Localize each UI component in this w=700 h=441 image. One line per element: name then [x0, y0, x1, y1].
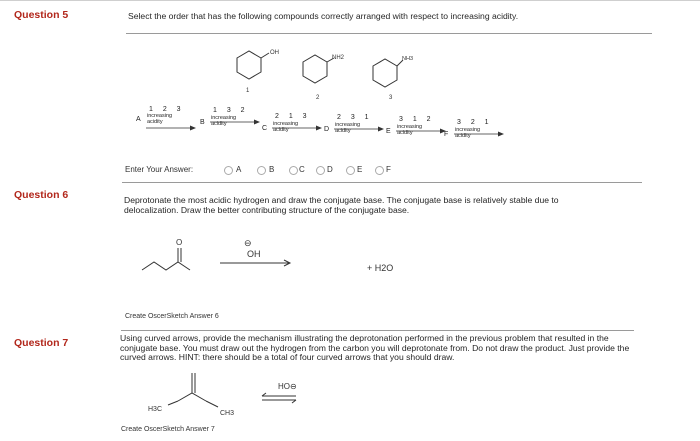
q7-ch3-group: CH3: [220, 410, 235, 417]
hydroxide-reagent: OH: [247, 249, 261, 259]
option-e-arrow: [396, 128, 446, 134]
compound-3-number: 3: [389, 95, 393, 101]
option-a-arrow-label: increasing acidity: [147, 113, 173, 125]
option-c-letter: C: [262, 125, 268, 132]
option-d-order: 2 3 1: [337, 114, 373, 121]
option-b: [200, 107, 260, 137]
option-c: [262, 113, 322, 143]
compound-3-substituent: NH3: [402, 56, 414, 62]
sketch-answer-7-link[interactable]: Create OscerSketch Answer 7: [121, 426, 215, 433]
option-b-arrow-label: increasing acidity: [211, 115, 237, 127]
question-7-rule: [121, 330, 634, 331]
option-a-arrow: [146, 125, 196, 131]
radio-b[interactable]: [257, 166, 266, 175]
option-d-letter: D: [324, 126, 330, 133]
question-5-compounds: [215, 42, 415, 104]
q7-hydroxide-reagent: HO⊖: [278, 382, 297, 391]
question-7-prompt: Using curved arrows, provide the mechanism illustrating the deprotonation performed in the previous problem that resulted in the conjugate base. You must draw out the hydrogen from the carbon you will deprotonate from. Do not draw the product. Just provide the curved arrows. HINT: there should be a total of four curved arrows that you should draw.: [120, 333, 630, 363]
option-c-order: 2 1 3: [275, 113, 311, 120]
option-b-arrow: [210, 119, 260, 125]
question-6-label: Question 6: [14, 189, 69, 201]
option-e-arrow-label: increasing acidity: [397, 124, 423, 136]
radio-e-label: E: [357, 165, 363, 174]
water-product: + H2O: [367, 263, 394, 273]
radio-d-label: D: [327, 165, 333, 174]
question-5-rule: [126, 33, 652, 34]
option-f: [444, 119, 504, 149]
option-a-letter: A: [136, 116, 141, 123]
question-6-rule: [122, 182, 642, 183]
radio-c[interactable]: [289, 166, 298, 175]
compound-1-number: 1: [246, 88, 250, 94]
question-6-prompt: Deprotonate the most acidic hydrogen and draw the conjugate base. The conjugate base is relatively stable due to delocalization. Draw the better contributing structure of the conjugate base.: [124, 195, 559, 215]
compound-2-number: 2: [316, 95, 320, 101]
ketone-structure: [142, 238, 190, 270]
sketch-answer-6-link[interactable]: Create OscerSketch Answer 6: [125, 313, 219, 320]
hydroxide-charge: ⊖: [244, 238, 252, 248]
radio-b-label: B: [269, 165, 275, 174]
option-a: [136, 106, 196, 136]
option-f-letter: F: [444, 131, 449, 138]
option-b-order: 1 3 2: [213, 107, 249, 114]
option-f-order: 3 2 1: [457, 119, 493, 126]
option-b-letter: B: [200, 119, 205, 126]
question-5-label: Question 5: [14, 9, 69, 21]
radio-f[interactable]: [375, 166, 384, 175]
radio-c-label: C: [299, 165, 305, 174]
compound-1-phenol: [237, 50, 279, 94]
ketone-structure-q7: [168, 373, 218, 407]
question-7-reaction: [140, 363, 370, 423]
option-f-arrow-label: increasing acidity: [455, 127, 481, 139]
question-6-reaction: [140, 232, 420, 282]
compound-1-substituent: OH: [270, 50, 279, 56]
carbonyl-oxygen: O: [176, 238, 183, 247]
compound-3-anilinium: [373, 56, 413, 101]
radio-e[interactable]: [346, 166, 355, 175]
q7-equilibrium-arrow: [262, 393, 296, 403]
compound-2-aniline: [303, 55, 345, 101]
radio-d[interactable]: [316, 166, 325, 175]
option-c-arrow-label: increasing acidity: [273, 121, 299, 133]
option-a-order: 1 2 3: [149, 106, 185, 113]
option-c-arrow: [272, 125, 322, 131]
option-e: [386, 116, 449, 146]
radio-a-label: A: [236, 165, 242, 174]
option-d-arrow: [334, 126, 384, 132]
option-d: [324, 114, 384, 144]
radio-a[interactable]: [224, 166, 233, 175]
q7-h3c-group: H3C: [148, 406, 163, 413]
equilibrium-arrow: [220, 260, 290, 266]
option-d-arrow-label: increasing acidity: [335, 122, 361, 134]
radio-f-label: F: [386, 165, 391, 174]
compound-2-substituent: NH2: [332, 55, 345, 61]
answer-label: Enter Your Answer:: [125, 165, 194, 174]
top-border: [0, 0, 700, 1]
option-f-arrow: [454, 131, 504, 137]
question-5-prompt: Select the order that has the following compounds correctly arranged with respect to increasing acidity.: [128, 11, 519, 21]
option-e-letter: E: [386, 128, 391, 135]
question-7-label: Question 7: [14, 337, 69, 349]
option-e-order: 3 1 2: [399, 116, 435, 123]
